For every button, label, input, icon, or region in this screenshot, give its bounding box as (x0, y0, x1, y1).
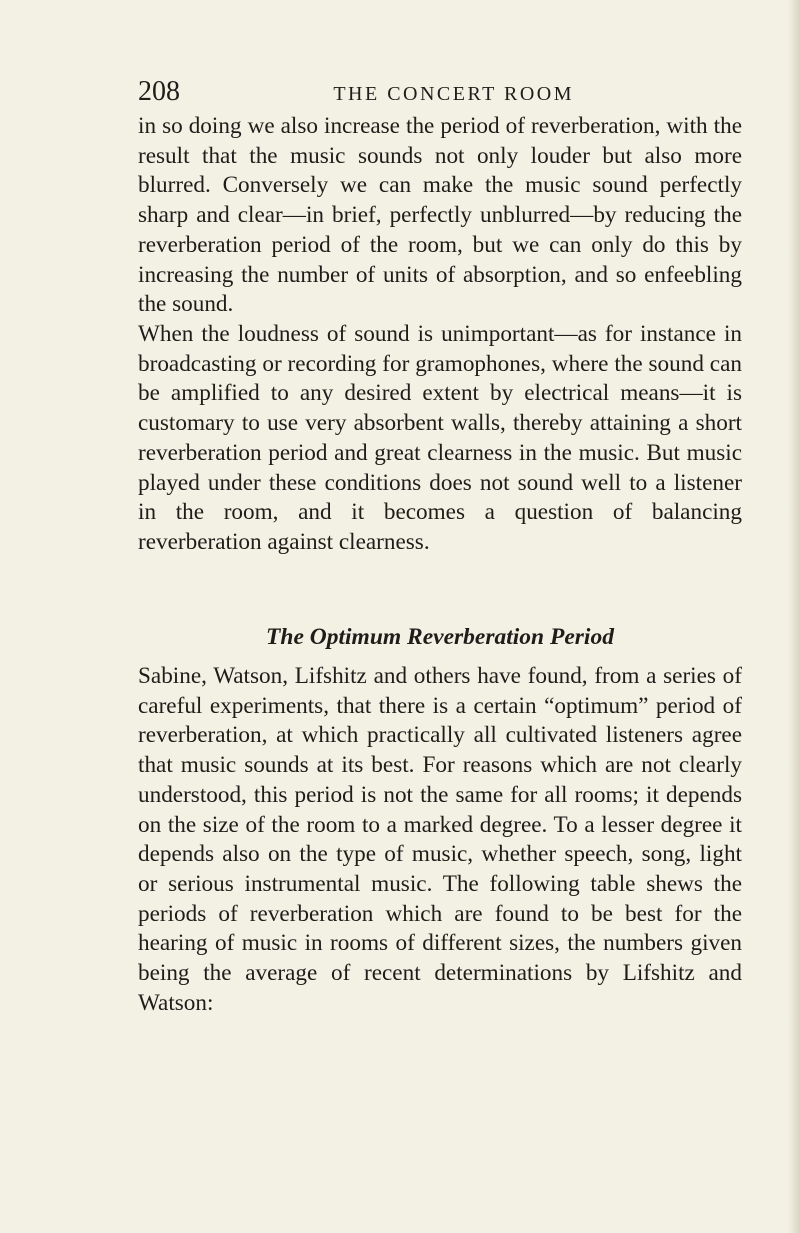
section-heading: The Optimum Reverberation Period (266, 624, 614, 650)
page-header (138, 75, 574, 109)
page-edge-shadow (788, 0, 800, 1233)
paragraph-loudness: When the loudness of sound is unimportant—as for instance in broadcasting or recording for gramophones, where the sound can be amplified to any desired extent by electrical means—it is customary to use very absorbent walls, thereby attaining a short reverberation period and great clearness in the music. But music played under these conditions does not sound well to a listener in the room, and it becomes a question of balancing reverberation against clearness. (138, 321, 742, 555)
paragraph-continued: in so doing we also increase the period of reverberation, with the result that the music sounds not only louder but also more blurred. Conversely we can make the music sound perfectly sharp and clear—in brief, perfectly unblurred—by reducing the reverberation period of the room, but we can only do this by increasing the number of units of absorption, and so enfeebling the sound. (138, 113, 742, 318)
page-number: 208 (138, 76, 180, 107)
paragraph-optimum-period: Sabine, Watson, Lifshitz and others have found, from a series of careful experiments, that there is a certain “optimum” period of reverberation, at which practically all cultivated listeners agree that music sounds at its best. For reasons which are not clearly understood, this period is not the same for all rooms; it depends on the size of the room to a marked degree. To a lesser degree it depends also on the type of music, whether speech, song, light or serious instrumental music. The following table shews the periods of reverberation which are found to be best for the hearing of music in rooms of different sizes, the numbers given being the average of recent determinations by Lifshitz and Watson: (138, 663, 742, 1016)
running-head: THE CONCERT ROOM (333, 83, 574, 105)
